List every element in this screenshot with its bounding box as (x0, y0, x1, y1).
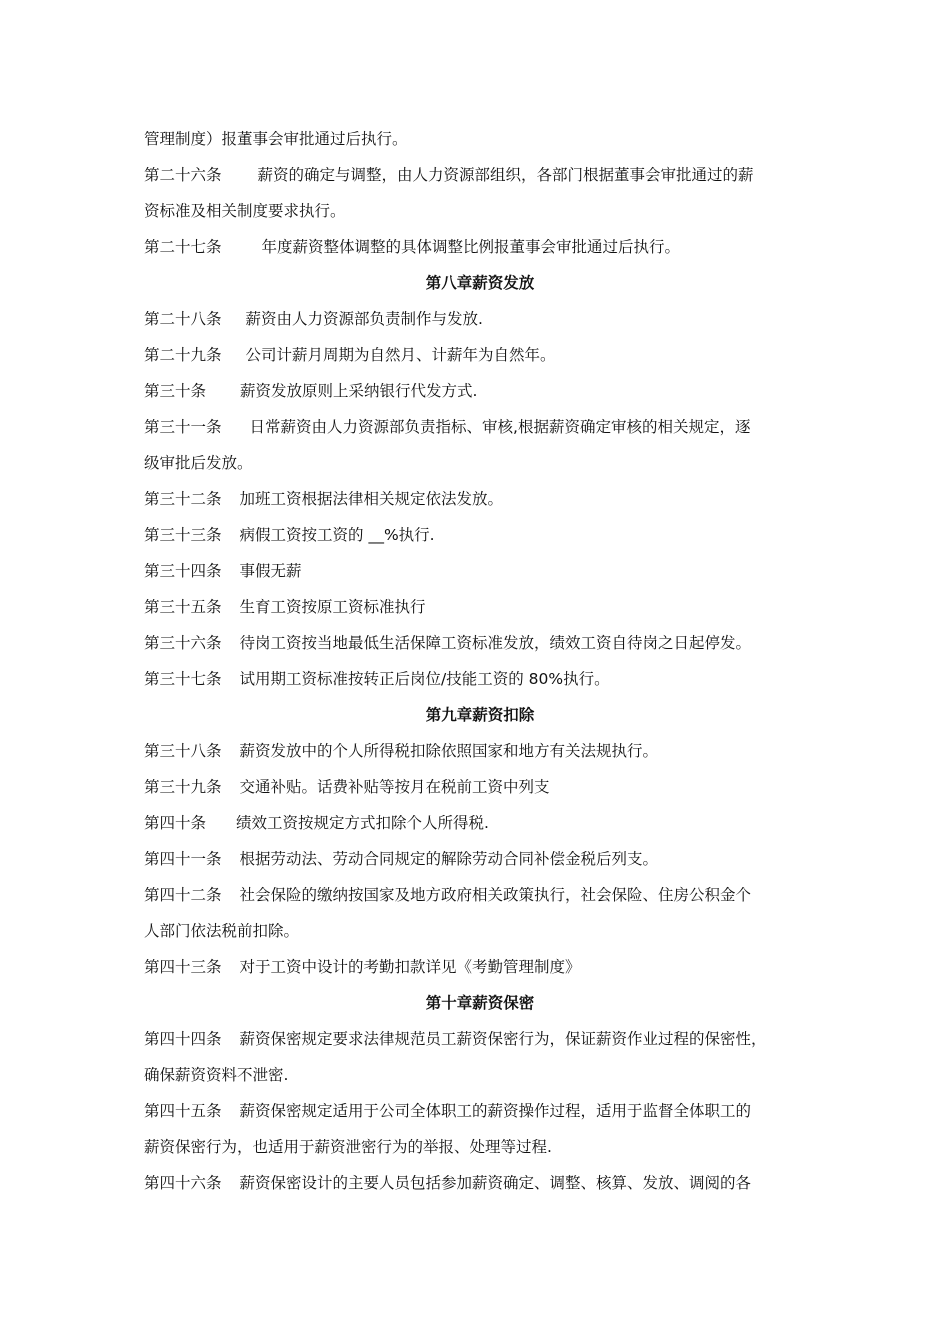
article-line (144, 625, 816, 661)
article-text: 薪资保密规定要求法律规范员工薪资保密行为，保证薪资作业过程的保密性， (239, 1030, 767, 1048)
article-line (144, 229, 816, 265)
article-number: 第三十九条 (144, 778, 222, 796)
article-line (144, 1093, 816, 1129)
article-text: 薪资发放中的个人所得税扣除依照国家和地方有关法规执行。 (239, 742, 659, 760)
article-text: 年度薪资整体调整的具体调整比例报董事会审批通过后执行。 (261, 238, 681, 256)
article-text: 社会保险的缴纳按国家及地方政府相关政策执行，社会保险、住房公积金个 (239, 886, 752, 904)
article-number: 第二十六条 (144, 166, 222, 184)
article-text: 薪资发放原则上采纳银行代发方式. (240, 382, 478, 400)
article-number: 第四十五条 (144, 1102, 222, 1120)
article-number: 第四十条 (144, 814, 207, 832)
article-line (144, 1021, 816, 1057)
article-text: 对于工资中设计的考勤扣款详见《考勤管理制度》 (239, 958, 581, 976)
article-text: 日常薪资由人力资源部负责指标、审核,根据薪资确定审核的相关规定，逐 (249, 418, 751, 436)
article-line (144, 877, 816, 913)
article-number: 第三十二条 (144, 490, 222, 508)
article-line (144, 409, 816, 445)
article-line (144, 1165, 816, 1201)
article-text: 加班工资根据法律相关规定依法发放。 (239, 490, 504, 508)
article-number: 第四十三条 (144, 958, 222, 976)
article-number: 第三十三条 (144, 526, 222, 544)
article-text: 根据劳动法、劳动合同规定的解除劳动合同补偿金税后列支。 (239, 850, 659, 868)
article-text: 绩效工资按规定方式扣除个人所得税. (236, 814, 489, 832)
article-text: 病假工资按工资的 __%执行. (239, 526, 435, 544)
article-line (144, 481, 816, 517)
article-number: 第二十八条 (144, 310, 222, 328)
article-text: 薪资保密设计的主要人员包括参加薪资确定、调整、核算、发放、调阅的各 (239, 1174, 752, 1192)
article-number: 第四十一条 (144, 850, 222, 868)
article-text: 公司计薪月周期为自然月、计薪年为自然年。 (245, 346, 556, 364)
article-line (144, 157, 816, 193)
article-number: 第三十一条 (144, 418, 222, 436)
article-number: 第三十条 (144, 382, 207, 400)
continuation-line: 薪资保密行为，也适用于薪资泄密行为的举报、处理等过程. (144, 1138, 552, 1156)
article-text: 生育工资按原工资标准执行 (239, 598, 426, 616)
article-line (144, 769, 816, 805)
article-number: 第二十九条 (144, 346, 222, 364)
article-number: 第三十七条 (144, 670, 222, 688)
article-text: 薪资保密规定适用于公司全体职工的薪资操作过程，适用于监督全体职工的 (239, 1102, 752, 1120)
article-text: 薪资的确定与调整，由人力资源部组织，各部门根据董事会审批通过的薪 (257, 166, 754, 184)
chapter-heading: 第八章薪资发放 (425, 274, 535, 292)
article-line (144, 517, 816, 553)
article-line (144, 337, 816, 373)
article-line (144, 841, 816, 877)
continuation-line: 级审批后发放。 (144, 454, 253, 472)
article-number: 第三十四条 (144, 562, 222, 580)
continuation-line: 资标准及相关制度要求执行。 (144, 202, 346, 220)
article-number: 第四十六条 (144, 1174, 222, 1192)
article-line (144, 553, 816, 589)
continuation-line: 管理制度）报董事会审批通过后执行。 (144, 130, 408, 148)
article-line (144, 805, 816, 841)
document-body (144, 121, 816, 1201)
chapter-heading: 第九章薪资扣除 (425, 706, 535, 724)
article-line (144, 373, 816, 409)
continuation-line: 人部门依法税前扣除。 (144, 922, 300, 940)
article-number: 第四十四条 (144, 1030, 222, 1048)
article-text: 薪资由人力资源部负责制作与发放. (245, 310, 483, 328)
chapter-heading: 第十章薪资保密 (425, 994, 535, 1012)
article-line (144, 301, 816, 337)
article-text: 待岗工资按当地最低生活保障工资标准发放，绩效工资自待岗之日起停发。 (239, 634, 752, 652)
article-line (144, 949, 816, 985)
article-text: 交通补贴。话费补贴等按月在税前工资中列支 (239, 778, 550, 796)
article-number: 第四十二条 (144, 886, 222, 904)
article-number: 第二十七条 (144, 238, 222, 256)
article-number: 第三十五条 (144, 598, 222, 616)
article-text: 试用期工资标准按转正后岗位/技能工资的 80%执行。 (239, 670, 610, 688)
article-line (144, 733, 816, 769)
article-text: 事假无薪 (239, 562, 302, 580)
article-line (144, 589, 816, 625)
article-number: 第三十六条 (144, 634, 222, 652)
continuation-line: 确保薪资资料不泄密. (144, 1066, 289, 1084)
article-number: 第三十八条 (144, 742, 222, 760)
article-line (144, 661, 816, 697)
